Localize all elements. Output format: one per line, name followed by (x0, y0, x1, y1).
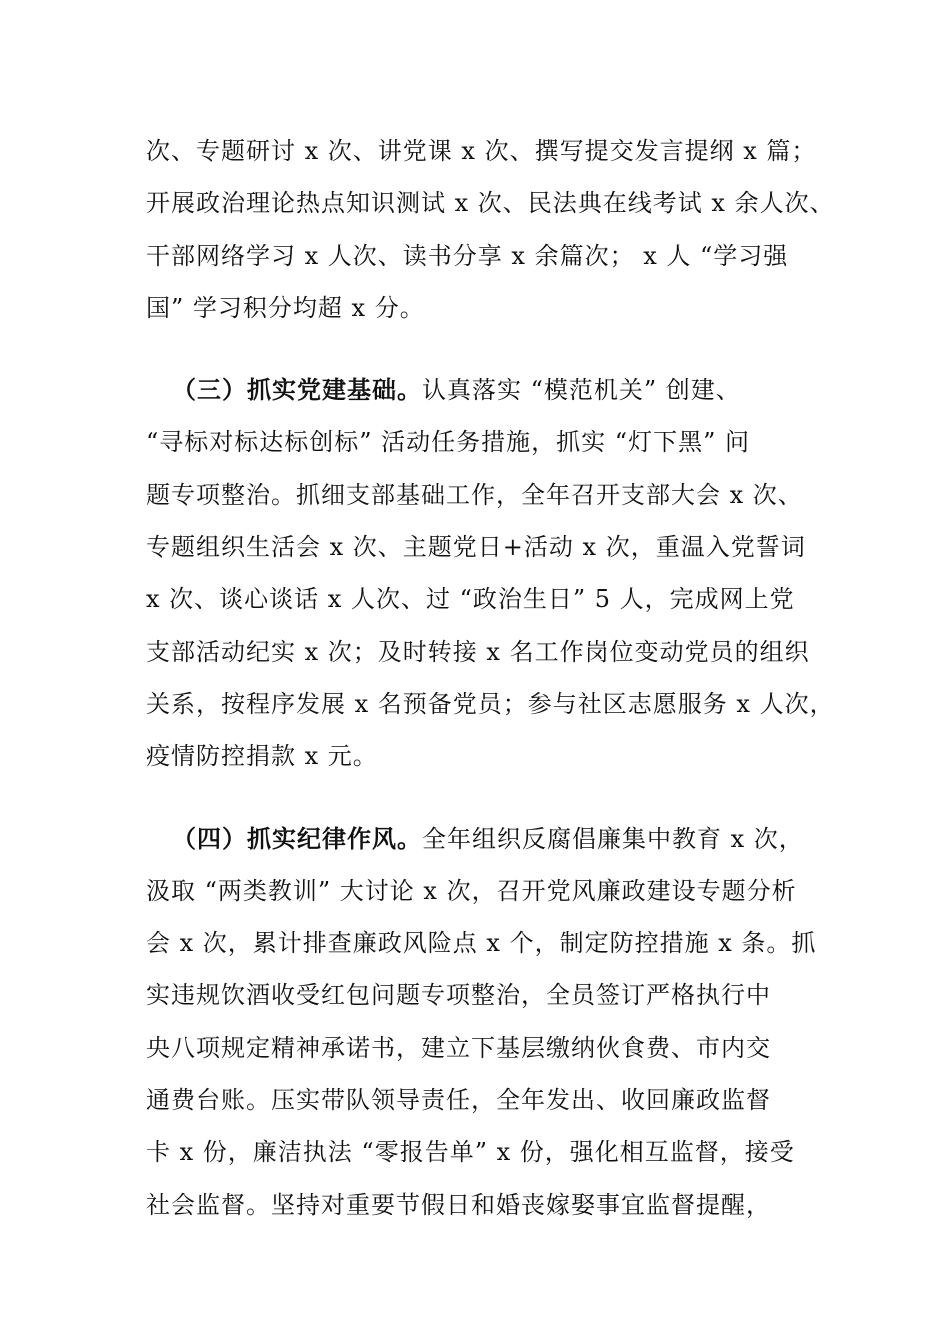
section-first-line-text: 全年组织反腐倡廉集中教育 x 次， (422, 824, 804, 853)
text-line: 支部活动纪实 x 次；及时转接 x 名工作岗位变动党员的组织 (146, 637, 810, 666)
text-line: 国” 学习积分均超 x 分。 (146, 293, 425, 322)
text-line: x 次、谈心谈话 x 人次、过 “政治生日” 5 人，完成网上党 (146, 585, 795, 614)
text-line-first (146, 364, 814, 416)
text-line: 次、专题研讨 x 次、讲党课 x 次、撰写提交发言提纲 x 篇； (146, 137, 817, 165)
section-first-line-text: 认真落实 “模范机关” 创建、 (422, 376, 741, 405)
document-page (146, 125, 835, 1231)
text-line: 专题组织生活会 x 次、主题党日+活动 x 次，重温入党誓词 (146, 533, 806, 562)
section-paragraph-three (146, 364, 835, 782)
section-heading: （三）抓实党建基础。 (172, 376, 422, 405)
text-line: 疫情防控捐款 x 元。 (146, 742, 378, 771)
text-line-first (146, 813, 814, 865)
text-line: 卡 x 份，廉洁执法 “零报告单” x 份，强化相互监督，接受 (146, 1138, 795, 1167)
text-line: 实违规饮酒收受红包问题专项整治，全员签订严格执行中 (146, 981, 771, 1010)
text-line: 关系，按程序发展 x 名预备党员；参与社区志愿服务 x 人次， (146, 689, 835, 718)
text-line: “寻标对标达标创标” 活动任务措施，抓实 “灯下黑” 问 (146, 428, 750, 457)
text-line: 央八项规定精神承诺书，建立下基层缴纳伙食费、市内交 (146, 1033, 771, 1062)
text-line: 通费台账。压实带队领导责任，全年发出、收回廉政监督 (146, 1086, 771, 1115)
continuation-paragraph (146, 125, 835, 334)
text-line: 干部网络学习 x 人次、读书分享 x 余篇次； x 人 “学习强 (146, 241, 789, 270)
text-line: 开展政治理论热点知识测试 x 次、民法典在线考试 x 余人次、 (146, 189, 835, 218)
text-line: 题专项整治。抓细支部基础工作，全年召开支部大会 x 次、 (146, 480, 803, 509)
text-line: 社会监督。坚持对重要节假日和婚丧嫁娶事宜监督提醒， (146, 1190, 771, 1219)
text-line: 汲取 “两类教训” 大讨论 x 次，召开党风廉政建设专题分析 (146, 876, 797, 905)
section-heading: （四）抓实纪律作风。 (172, 824, 422, 853)
section-paragraph-four (146, 813, 817, 1231)
text-line: 会 x 次，累计排查廉政风险点 x 个，制定防控措施 x 条。抓 (146, 929, 817, 958)
